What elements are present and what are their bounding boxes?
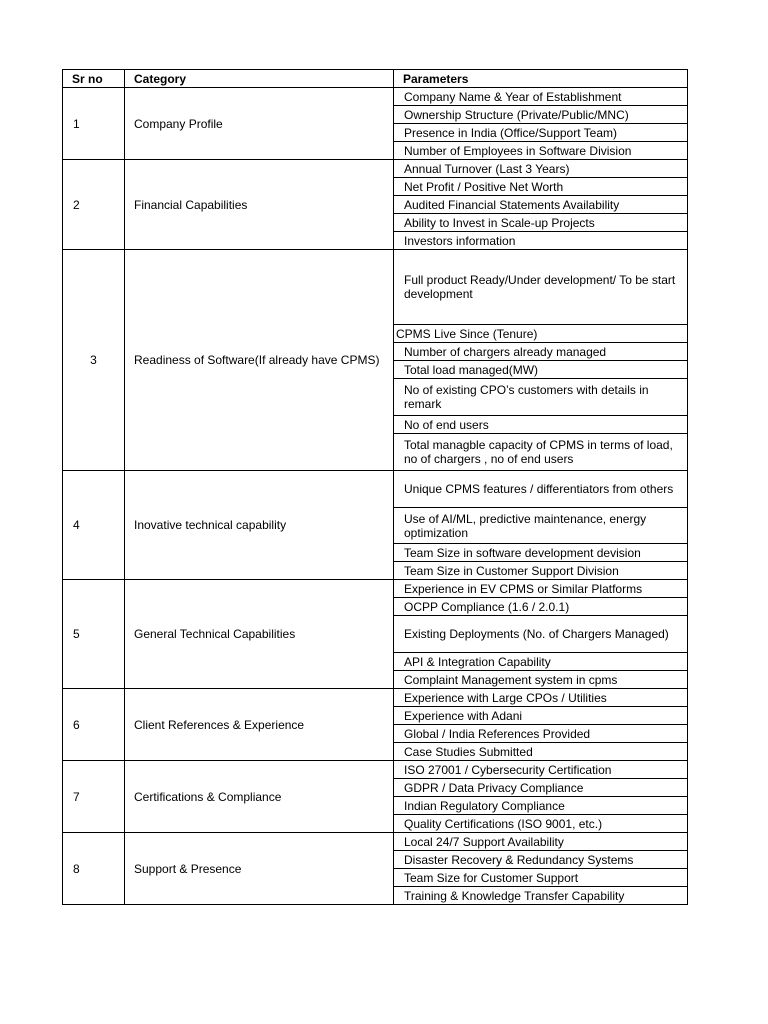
parameter-cell: Training & Knowledge Transfer Capability <box>394 887 688 905</box>
parameter-cell: Team Size in software development devision <box>394 544 688 562</box>
parameter-cell: ISO 27001 / Cybersecurity Certification <box>394 761 688 779</box>
parameter-cell: Complaint Management system in cpms <box>394 671 688 689</box>
sr-no-cell: 5 <box>63 580 125 689</box>
parameter-cell: Existing Deployments (No. of Chargers Managed) <box>394 616 688 653</box>
table-row <box>63 689 688 707</box>
sr-no-cell: 8 <box>63 833 125 905</box>
parameter-cell: API & Integration Capability <box>394 653 688 671</box>
header-sr-no: Sr no <box>63 70 125 88</box>
category-cell: Client References & Experience <box>125 689 394 761</box>
header-category: Category <box>125 70 394 88</box>
parameter-cell: Ownership Structure (Private/Public/MNC) <box>394 106 688 124</box>
parameter-cell: Disaster Recovery & Redundancy Systems <box>394 851 688 869</box>
sr-no-cell: 1 <box>63 88 125 160</box>
category-cell: Inovative technical capability <box>125 471 394 580</box>
sr-no-cell: 2 <box>63 160 125 250</box>
parameter-cell: Team Size for Customer Support <box>394 869 688 887</box>
header-parameters: Parameters <box>394 70 688 88</box>
sr-no-cell: 4 <box>63 471 125 580</box>
parameter-cell: GDPR / Data Privacy Compliance <box>394 779 688 797</box>
parameter-cell: Experience in EV CPMS or Similar Platforms <box>394 580 688 598</box>
parameter-cell: Annual Turnover (Last 3 Years) <box>394 160 688 178</box>
parameter-cell: Investors information <box>394 232 688 250</box>
table-row <box>63 250 688 325</box>
category-cell: Readiness of Software(If already have CPMS) <box>125 250 394 471</box>
table-row <box>63 160 688 178</box>
sr-no-cell: 3 <box>63 250 125 471</box>
category-cell: Company Profile <box>125 88 394 160</box>
parameter-cell: Total load managed(MW) <box>394 361 688 379</box>
table-row <box>63 761 688 779</box>
parameter-cell: Team Size in Customer Support Division <box>394 562 688 580</box>
table-row <box>63 471 688 508</box>
category-cell: Financial Capabilities <box>125 160 394 250</box>
sr-no-cell: 6 <box>63 689 125 761</box>
parameter-cell: Unique CPMS features / differentiators from others <box>394 471 688 508</box>
evaluation-table <box>62 69 688 905</box>
header-row <box>63 70 688 88</box>
parameter-cell: No of existing CPO’s customers with details in remark <box>394 379 688 416</box>
parameter-cell: Full product Ready/Under development/ To be start development <box>394 250 688 325</box>
category-cell: Support & Presence <box>125 833 394 905</box>
table-row <box>63 88 688 106</box>
parameter-cell: Number of Employees in Software Division <box>394 142 688 160</box>
parameter-cell: OCPP Compliance (1.6 / 2.0.1) <box>394 598 688 616</box>
parameter-cell: No of end users <box>394 416 688 434</box>
table-body <box>63 88 688 905</box>
parameter-cell: Presence in India (Office/Support Team) <box>394 124 688 142</box>
parameter-cell: Local 24/7 Support Availability <box>394 833 688 851</box>
sr-no-cell: 7 <box>63 761 125 833</box>
parameter-cell: Audited Financial Statements Availability <box>394 196 688 214</box>
parameter-cell: Experience with Adani <box>394 707 688 725</box>
parameter-cell: Experience with Large CPOs / Utilities <box>394 689 688 707</box>
table-row <box>63 833 688 851</box>
parameter-cell: Ability to Invest in Scale-up Projects <box>394 214 688 232</box>
parameter-cell: Indian Regulatory Compliance <box>394 797 688 815</box>
table-row <box>63 580 688 598</box>
parameter-cell: Net Profit / Positive Net Worth <box>394 178 688 196</box>
category-cell: General Technical Capabilities <box>125 580 394 689</box>
parameter-cell: Number of chargers already managed <box>394 343 688 361</box>
parameter-cell: Global / India References Provided <box>394 725 688 743</box>
parameter-cell: Use of AI/ML, predictive maintenance, energy optimization <box>394 508 688 544</box>
parameter-cell: CPMS Live Since (Tenure) <box>394 325 688 343</box>
parameter-cell: Quality Certifications (ISO 9001, etc.) <box>394 815 688 833</box>
parameter-cell: Total managble capacity of CPMS in terms of load, no of chargers , no of end users <box>394 434 688 471</box>
parameter-cell: Company Name & Year of Establishment <box>394 88 688 106</box>
category-cell: Certifications & Compliance <box>125 761 394 833</box>
parameter-cell: Case Studies Submitted <box>394 743 688 761</box>
